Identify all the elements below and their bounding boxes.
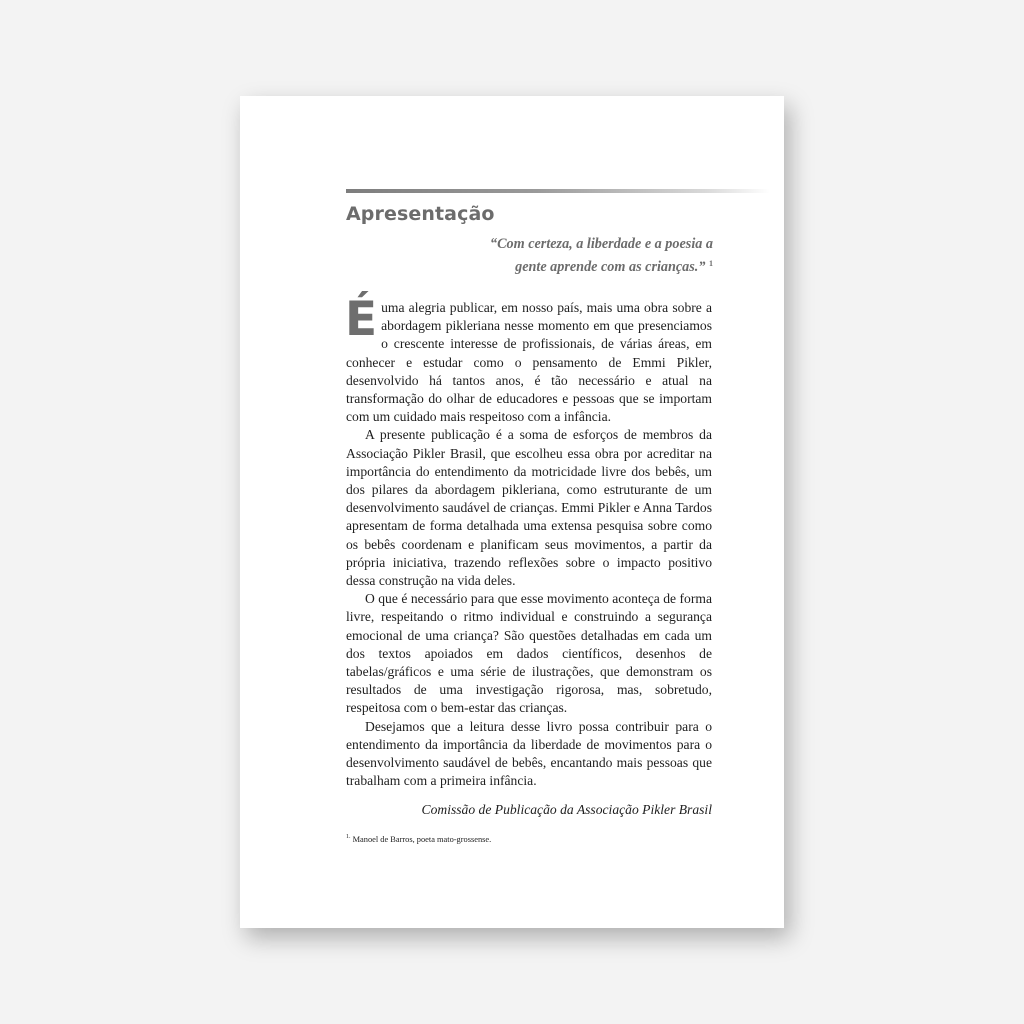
- drop-cap: É: [345, 292, 378, 347]
- footnote-number: 1.: [346, 834, 351, 840]
- paragraph-2: A presente publicação é a soma de esforços de membros da Associação Pikler Brasil, que escolheu essa obra por acreditar na importância do entendimento da motricidade livre dos bebês, um dos pilares da abordagem pikleriana, como estruturante de um desenvolvimento saudável de crianças. Emmi Pikler e Anna Tardos apresentam de forma detalhada uma extensa pesquisa sobre como os bebês coordenam e planificam seus movimentos, a partir da própria iniciativa, trazendo reflexões sobre o impacto positivo dessa construção na vida deles.: [346, 427, 712, 589]
- epigraph-line-2: gente aprende com as crianças.”: [515, 259, 706, 275]
- paragraph-1-text: uma alegria publicar, em nosso país, mais uma obra sobre a abordagem pikleriana nesse momento em que presenciamos o crescente interesse de profissionais, de várias áreas, em conhecer e estudar como o pensamento de Emmi Pikler, desenvolvido há tantos anos, é tão necessário e atual na transformação do olhar de educadores e pessoas que se importam com um cuidado mais respeitoso com a infância.: [346, 300, 712, 425]
- paragraph-1: [345, 292, 712, 426]
- footnote: [346, 834, 491, 844]
- epigraph-note-ref: 1: [709, 259, 713, 268]
- paragraph-3: O que é necessário para que esse movimento aconteça de forma livre, respeitando o ritmo individual e construindo a segurança emocional de uma criança? São questões detalhadas em cada um dos textos apoiados em dados científicos, desenhos de tabelas/gráficos e uma série de ilustrações, que demonstram os resultados de uma investigação rigorosa, mas, sobretudo, respeitosa com o bem-estar das crianças.: [346, 591, 712, 716]
- header-rule: [346, 189, 770, 193]
- footnote-text: Manoel de Barros, poeta mato-grossense.: [352, 834, 492, 844]
- body-text: [345, 292, 712, 790]
- paragraph-4: Desejamos que a leitura desse livro possa contribuir para o entendimento da importância da liberdade de movimentos para o desenvolvimento saudável de bebês, encantando mais pessoas que trabalham com a primeira infância.: [346, 718, 712, 789]
- page-title: Apresentação: [346, 203, 495, 225]
- epigraph: [430, 235, 713, 277]
- epigraph-line-1: “Com certeza, a liberdade e a poesia a: [489, 236, 713, 252]
- book-page: [240, 96, 784, 928]
- signature: Comissão de Publicação da Associação Pikler Brasil: [421, 802, 712, 817]
